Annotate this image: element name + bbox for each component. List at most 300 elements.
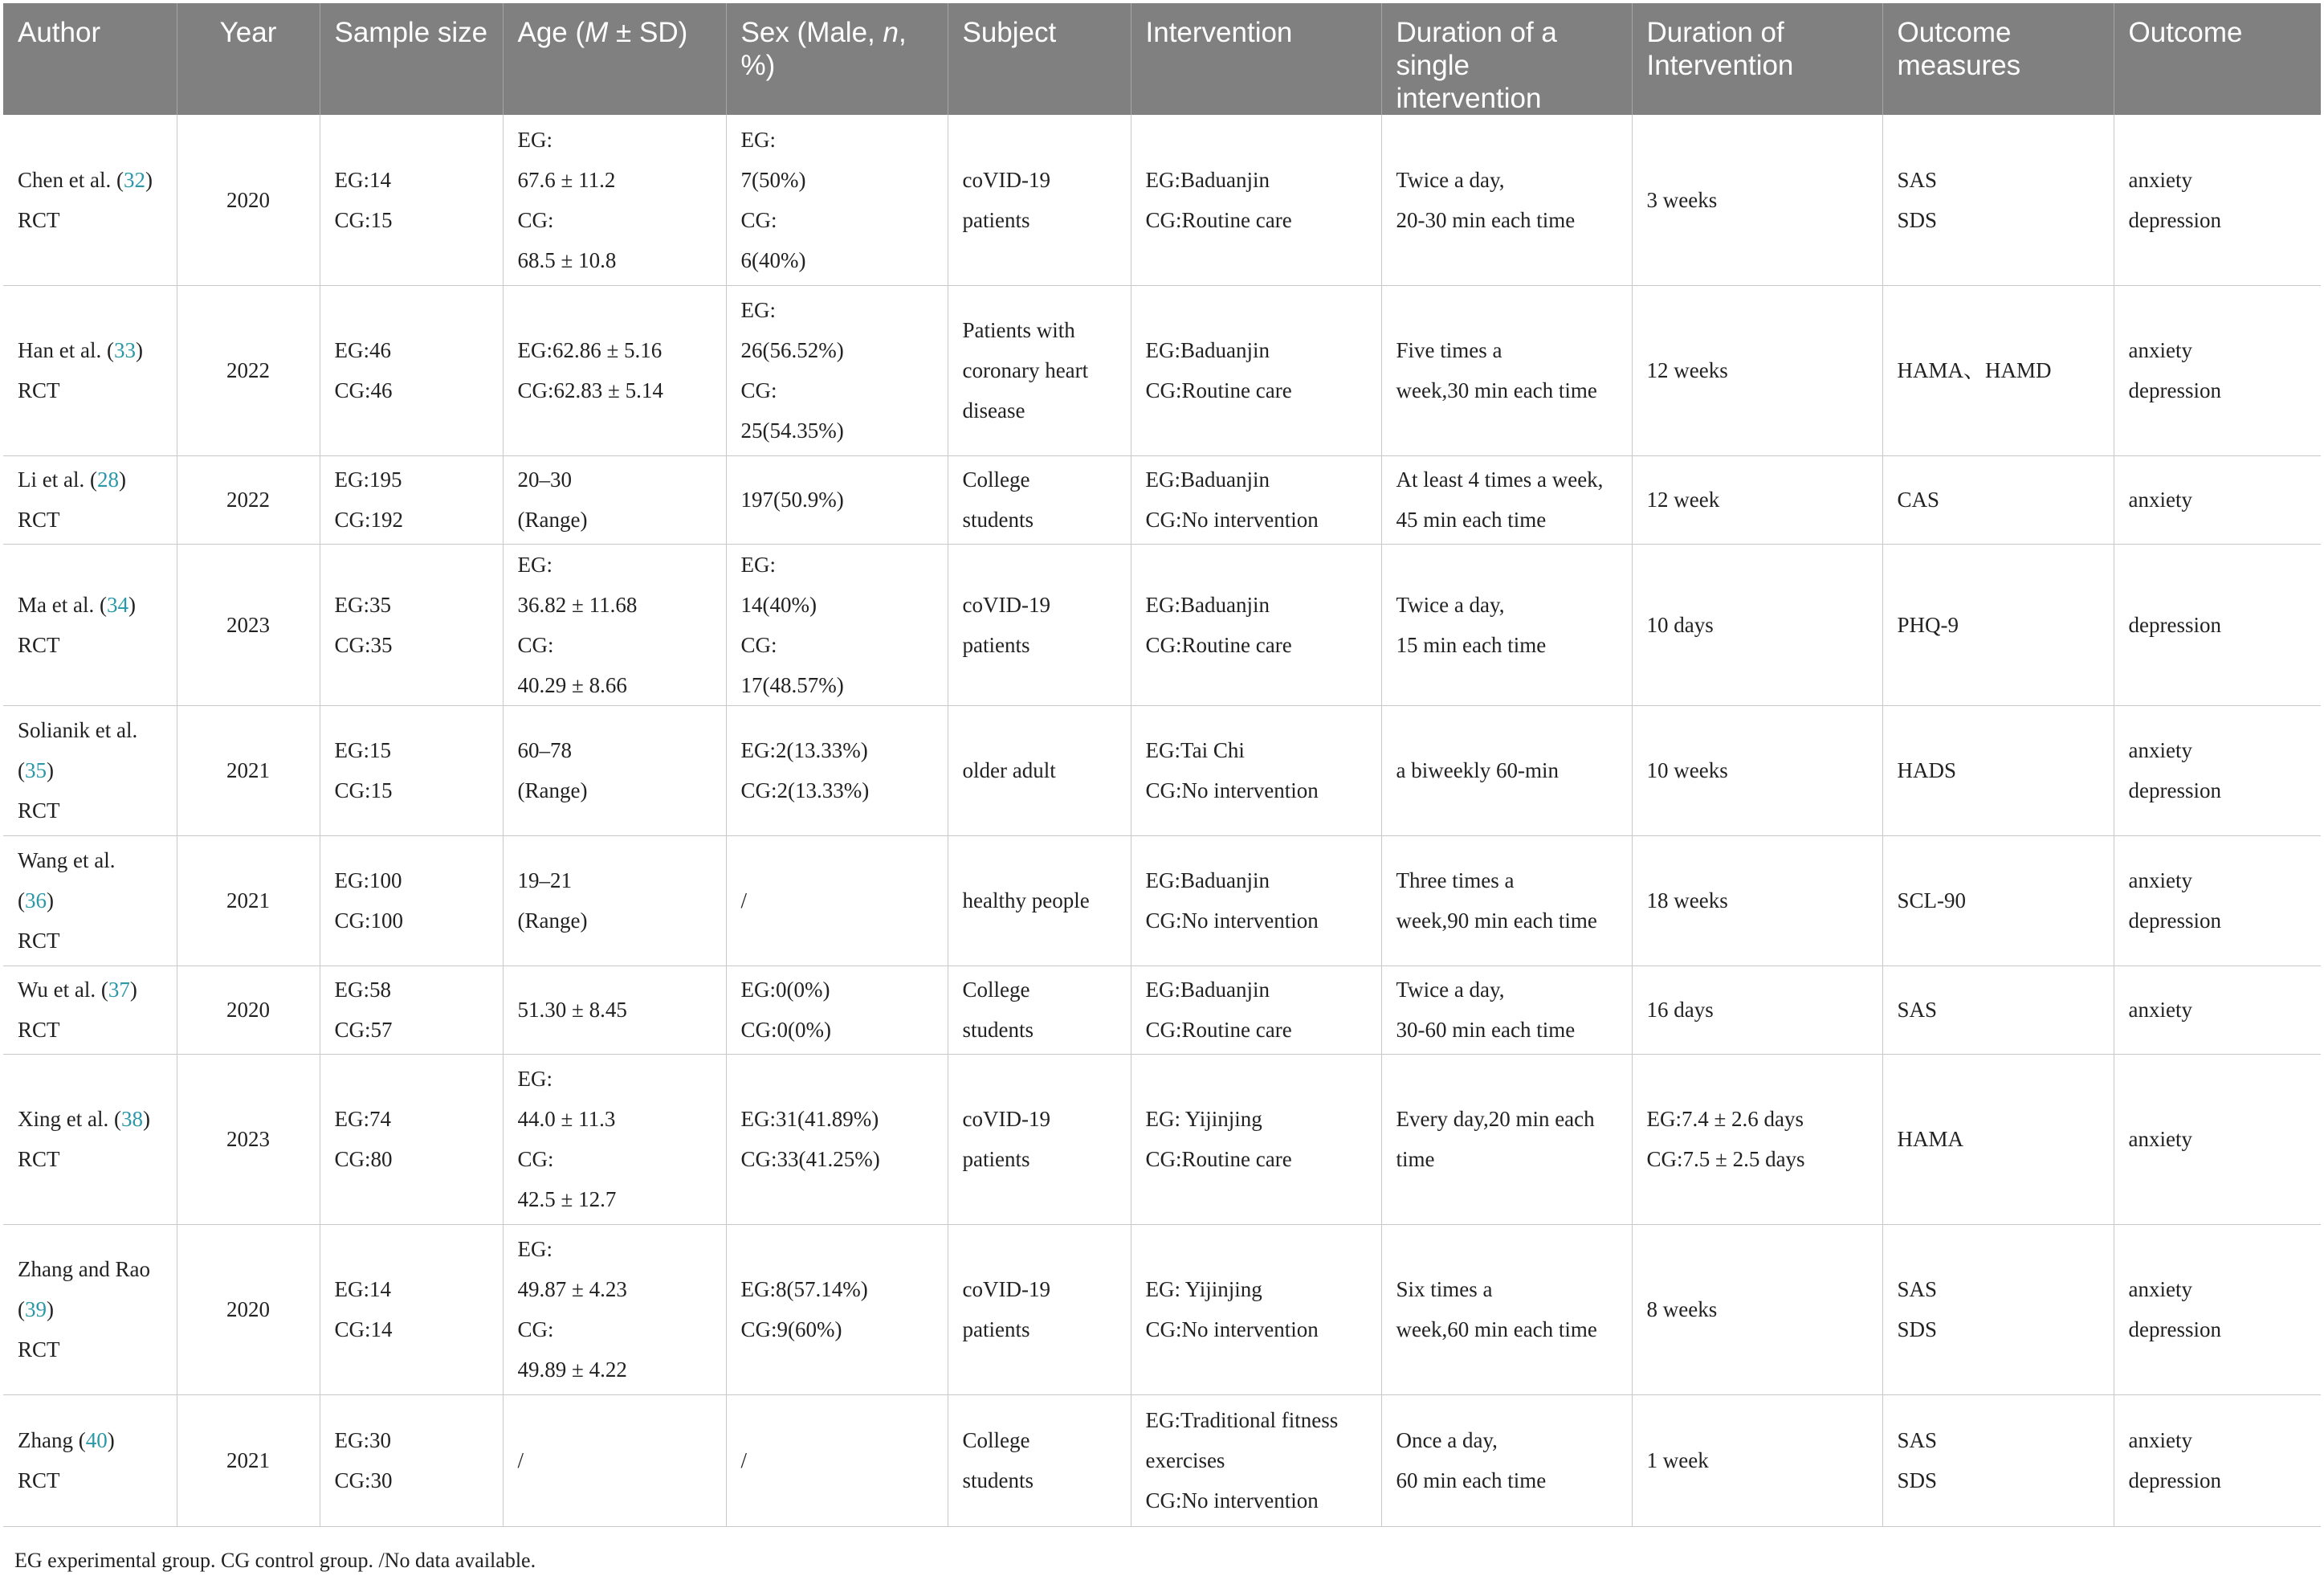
- cell-outcome-measures-line: SAS: [1897, 998, 1938, 1022]
- table-footnote: EG experimental group. CG control group. /No data available.: [14, 1549, 536, 1572]
- cell-duration-single-line: time: [1396, 1147, 1435, 1171]
- cell-duration-intervention: [1632, 705, 1882, 835]
- cell-subject: [948, 705, 1131, 835]
- cell-duration-single: [1381, 455, 1632, 544]
- header-row: [3, 3, 2321, 115]
- cell-age: [503, 285, 726, 455]
- author-citation: [18, 160, 162, 200]
- study-design: RCT: [18, 929, 60, 953]
- cell-duration-single: [1381, 1394, 1632, 1526]
- cell-sex: [726, 1224, 948, 1394]
- cell-outcome-measures: [1882, 1054, 2114, 1224]
- cell-sex-line: EG:8(57.14%): [740, 1277, 868, 1301]
- cell-sample-size: [320, 1394, 503, 1526]
- header-age-m: M: [585, 17, 609, 48]
- reference-link: 38: [120, 1107, 143, 1131]
- cell-sample-size: [320, 115, 503, 285]
- cell-outcome-line: anxiety: [2128, 488, 2192, 512]
- cell-duration-intervention-line: 12 week: [1646, 488, 1720, 512]
- cell-sex-line: EG:2(13.33%): [740, 738, 868, 762]
- cell-outcome: [2114, 544, 2321, 705]
- reference-close-paren: ): [128, 592, 136, 617]
- cell-outcome-measures-line: HADS: [1897, 758, 1957, 782]
- cell-outcome: [2114, 285, 2321, 455]
- cell-subject: [948, 455, 1131, 544]
- cell-outcome-line: depression: [2128, 378, 2221, 402]
- cell-duration-intervention-line: 8 weeks: [1646, 1297, 1718, 1321]
- cell-outcome-measures: [1882, 1224, 2114, 1394]
- table-header: [3, 3, 2321, 115]
- header-sex-suffix: , %): [740, 17, 907, 81]
- cell-sample-size: [320, 705, 503, 835]
- cell-sex-line: /: [740, 888, 748, 912]
- cell-outcome-line: depression: [2128, 1468, 2221, 1492]
- header-age-prefix: Age (: [517, 17, 585, 48]
- cell-sample-size: [320, 1054, 503, 1224]
- author-name: Xing et al. (: [18, 1107, 121, 1131]
- cell-outcome-line: anxiety: [2128, 998, 2192, 1022]
- cell-intervention-line: EG: Yijinjing: [1145, 1277, 1262, 1301]
- cell-age-line: /: [517, 1448, 524, 1472]
- cell-subject-line: older adult: [962, 758, 1056, 782]
- cell-intervention-line: CG:No intervention: [1145, 1317, 1319, 1341]
- cell-year: 2022: [177, 285, 320, 455]
- author-citation: [18, 1420, 162, 1460]
- cell-outcome: [2114, 1394, 2321, 1526]
- cell-sample-size-line: CG:46: [334, 378, 393, 402]
- cell-sex-line: 7(50%): [740, 167, 806, 192]
- cell-duration-single-line: 15 min each time: [1396, 632, 1547, 657]
- cell-subject: [948, 115, 1131, 285]
- study-design: RCT: [18, 1018, 60, 1042]
- cell-duration-single: [1381, 285, 1632, 455]
- cell-sample-size-line: EG:14: [334, 1277, 391, 1301]
- cell-outcome-measures: [1882, 285, 2114, 455]
- cell-sample-size-line: EG:46: [334, 338, 391, 362]
- cell-duration-intervention: [1632, 835, 1882, 966]
- header-sample-size: Sample size: [320, 3, 503, 115]
- cell-age-line: EG:: [517, 1237, 552, 1261]
- cell-duration-single-line: Once a day,: [1396, 1428, 1498, 1452]
- author-citation: [18, 330, 162, 370]
- cell-intervention: [1131, 544, 1381, 705]
- cell-year: 2020: [177, 115, 320, 285]
- cell-subject: [948, 285, 1131, 455]
- study-design: RCT: [18, 1147, 60, 1171]
- cell-sex-line: EG:: [740, 552, 776, 577]
- header-year: Year: [177, 3, 320, 115]
- cell-sex-line: EG:: [740, 127, 776, 152]
- cell-age-line: 42.5 ± 12.7: [517, 1187, 617, 1211]
- cell-duration-single: [1381, 544, 1632, 705]
- cell-sample-size-line: CG:14: [334, 1317, 393, 1341]
- cell-duration-single: [1381, 835, 1632, 966]
- cell-outcome-measures: [1882, 835, 2114, 966]
- cell-age-line: EG:: [517, 1067, 552, 1091]
- cell-duration-intervention: [1632, 1054, 1882, 1224]
- cell-sex-line: /: [740, 1448, 748, 1472]
- cell-duration-intervention: [1632, 115, 1882, 285]
- cell-outcome-line: anxiety: [2128, 338, 2192, 362]
- cell-author: [3, 115, 177, 285]
- cell-year: 2020: [177, 966, 320, 1054]
- table-row: [3, 1224, 2321, 1394]
- cell-outcome-line: anxiety: [2128, 1277, 2192, 1301]
- cell-duration-single-line: Every day,20 min each: [1396, 1107, 1595, 1131]
- cell-sample-size: [320, 285, 503, 455]
- cell-sample-size-line: EG:14: [334, 167, 391, 192]
- cell-subject: [948, 1054, 1131, 1224]
- cell-outcome-measures-line: CAS: [1897, 488, 1940, 512]
- cell-intervention-line: exercises: [1145, 1448, 1225, 1472]
- cell-age: [503, 1224, 726, 1394]
- cell-subject-line: patients: [962, 207, 1030, 232]
- header-age: [503, 3, 726, 115]
- cell-outcome: [2114, 1224, 2321, 1394]
- cell-intervention: [1131, 705, 1381, 835]
- cell-sex: [726, 1054, 948, 1224]
- cell-outcome-measures-line: PHQ-9: [1897, 612, 1959, 637]
- cell-outcome-measures: [1882, 1394, 2114, 1526]
- cell-sample-size-line: CG:80: [334, 1147, 393, 1171]
- cell-duration-intervention-line: 1 week: [1646, 1448, 1709, 1472]
- table-row: [3, 285, 2321, 455]
- cell-outcome-line: depression: [2128, 207, 2221, 232]
- cell-age-line: 20–30: [517, 467, 572, 492]
- cell-age-line: EG:: [517, 127, 552, 152]
- cell-outcome-line: depression: [2128, 778, 2221, 802]
- cell-age-line: 36.82 ± 11.68: [517, 592, 638, 617]
- cell-intervention: [1131, 966, 1381, 1054]
- cell-intervention: [1131, 1394, 1381, 1526]
- cell-outcome: [2114, 835, 2321, 966]
- table-row: [3, 455, 2321, 544]
- cell-sex-line: 17(48.57%): [740, 672, 844, 697]
- cell-subject-line: Patients with: [962, 318, 1075, 342]
- cell-duration-intervention-line: 10 days: [1646, 612, 1714, 637]
- cell-sample-size-line: CG:192: [334, 508, 404, 532]
- cell-sample-size: [320, 835, 503, 966]
- cell-sex-line: 6(40%): [740, 247, 806, 272]
- author-name: Han et al. (: [18, 338, 114, 362]
- cell-outcome-measures-line: SCL-90: [1897, 888, 1967, 912]
- cell-age-line: 49.89 ± 4.22: [517, 1357, 627, 1382]
- cell-intervention-line: CG:No intervention: [1145, 908, 1319, 933]
- reference-open-paren: (: [18, 888, 25, 912]
- cell-sex-line: CG:: [740, 378, 777, 402]
- cell-duration-single: [1381, 115, 1632, 285]
- cell-sex: [726, 455, 948, 544]
- study-design: RCT: [18, 508, 60, 532]
- cell-outcome-line: anxiety: [2128, 1428, 2192, 1452]
- author-reference: [18, 1289, 162, 1329]
- reference-close-paren: ): [118, 467, 126, 492]
- cell-outcome-measures-line: SAS: [1897, 1277, 1938, 1301]
- cell-outcome-measures-line: HAMA、HAMD: [1897, 358, 2052, 382]
- author-name: Zhang (: [18, 1428, 86, 1452]
- cell-duration-intervention: [1632, 1224, 1882, 1394]
- reference-close-paren: ): [47, 758, 54, 782]
- cell-intervention: [1131, 1224, 1381, 1394]
- cell-author: [3, 455, 177, 544]
- cell-age: [503, 705, 726, 835]
- cell-outcome-line: anxiety: [2128, 167, 2192, 192]
- cell-duration-intervention: [1632, 455, 1882, 544]
- cell-outcome-measures: [1882, 455, 2114, 544]
- author-reference: [18, 880, 162, 921]
- study-characteristics-table: [3, 3, 2321, 1527]
- reference-link: 33: [113, 338, 136, 362]
- author-name: Solianik et al.: [18, 718, 138, 742]
- cell-subject-line: coVID-19: [962, 1277, 1050, 1301]
- cell-intervention-line: CG:Routine care: [1145, 1147, 1292, 1171]
- cell-subject-line: patients: [962, 632, 1030, 657]
- cell-sample-size-line: CG:57: [334, 1018, 393, 1042]
- reference-link: 37: [108, 978, 130, 1002]
- cell-outcome-line: depression: [2128, 908, 2221, 933]
- cell-outcome: [2114, 705, 2321, 835]
- cell-sample-size: [320, 544, 503, 705]
- cell-age-line: EG:62.86 ± 5.16: [517, 338, 663, 362]
- cell-subject-line: coVID-19: [962, 592, 1050, 617]
- cell-duration-single: [1381, 705, 1632, 835]
- reference-close-paren: ): [107, 1428, 115, 1452]
- reference-link: 32: [123, 167, 145, 192]
- cell-age-line: (Range): [517, 908, 588, 933]
- header-outcome-measures: Outcome measures: [1882, 3, 2114, 115]
- cell-outcome-measures-line: SAS: [1897, 1428, 1938, 1452]
- cell-author: [3, 966, 177, 1054]
- cell-age-line: 68.5 ± 10.8: [517, 247, 617, 272]
- table-row: [3, 966, 2321, 1054]
- cell-subject-line: students: [962, 1468, 1034, 1492]
- cell-duration-single: [1381, 1224, 1632, 1394]
- cell-duration-intervention-line: 3 weeks: [1646, 187, 1718, 212]
- cell-sample-size: [320, 966, 503, 1054]
- cell-sex: [726, 705, 948, 835]
- cell-subject-line: College: [962, 1428, 1030, 1452]
- cell-year: 2023: [177, 1054, 320, 1224]
- cell-duration-intervention-line: CG:7.5 ± 2.5 days: [1646, 1147, 1805, 1171]
- cell-duration-intervention: [1632, 1394, 1882, 1526]
- cell-subject-line: patients: [962, 1147, 1030, 1171]
- cell-sample-size-line: EG:74: [334, 1107, 391, 1131]
- cell-intervention: [1131, 285, 1381, 455]
- cell-subject-line: students: [962, 508, 1034, 532]
- cell-intervention-line: CG:No intervention: [1145, 1488, 1319, 1513]
- cell-outcome-line: anxiety: [2128, 868, 2192, 892]
- cell-outcome-line: depression: [2128, 612, 2221, 637]
- cell-sex-line: 14(40%): [740, 592, 817, 617]
- author-citation: [18, 459, 162, 500]
- cell-sample-size-line: EG:195: [334, 467, 402, 492]
- cell-intervention-line: EG:Baduanjin: [1145, 467, 1270, 492]
- cell-intervention-line: CG:Routine care: [1145, 632, 1292, 657]
- cell-outcome-measures-line: SAS: [1897, 167, 1938, 192]
- cell-duration-single: [1381, 1054, 1632, 1224]
- cell-outcome-measures: [1882, 115, 2114, 285]
- reference-open-paren: (: [18, 1297, 25, 1321]
- author-citation: [18, 585, 162, 625]
- cell-subject: [948, 835, 1131, 966]
- cell-age-line: 40.29 ± 8.66: [517, 672, 627, 697]
- cell-age-line: 60–78: [517, 738, 572, 762]
- cell-sex-line: CG:33(41.25%): [740, 1147, 880, 1171]
- reference-close-paren: ): [145, 167, 153, 192]
- cell-intervention: [1131, 1054, 1381, 1224]
- cell-age-line: (Range): [517, 508, 588, 532]
- cell-outcome-measures: [1882, 544, 2114, 705]
- cell-subject-line: coVID-19: [962, 167, 1050, 192]
- cell-intervention-line: EG:Tai Chi: [1145, 738, 1245, 762]
- author-name: Li et al. (: [18, 467, 97, 492]
- cell-intervention-line: EG:Baduanjin: [1145, 167, 1270, 192]
- study-design: RCT: [18, 378, 60, 402]
- cell-outcome-line: anxiety: [2128, 1127, 2192, 1151]
- cell-sample-size: [320, 1224, 503, 1394]
- cell-sample-size-line: EG:30: [334, 1428, 391, 1452]
- cell-year: 2021: [177, 835, 320, 966]
- cell-year: 2023: [177, 544, 320, 705]
- cell-sex-line: EG:31(41.89%): [740, 1107, 879, 1131]
- cell-author: [3, 544, 177, 705]
- study-design: RCT: [18, 798, 60, 823]
- cell-outcome-measures-line: HAMA: [1897, 1127, 1964, 1151]
- cell-sex-line: CG:0(0%): [740, 1018, 831, 1042]
- cell-intervention: [1131, 455, 1381, 544]
- cell-sex: [726, 285, 948, 455]
- cell-duration-single-line: Twice a day,: [1396, 592, 1505, 617]
- cell-subject-line: College: [962, 467, 1030, 492]
- author-name: Chen et al. (: [18, 167, 124, 192]
- author-name: Wang et al.: [18, 848, 116, 872]
- study-design: RCT: [18, 1468, 60, 1492]
- cell-age: [503, 835, 726, 966]
- cell-year: 2021: [177, 705, 320, 835]
- reference-open-paren: (: [18, 758, 25, 782]
- reference-close-paren: ): [129, 978, 137, 1002]
- cell-duration-single-line: 60 min each time: [1396, 1468, 1547, 1492]
- table-row: [3, 115, 2321, 285]
- header-sex-n: n: [883, 17, 899, 48]
- author-citation: [18, 710, 162, 750]
- cell-age-line: CG:: [517, 632, 554, 657]
- table-row: [3, 544, 2321, 705]
- cell-age: [503, 966, 726, 1054]
- cell-duration-intervention-line: 16 days: [1646, 998, 1714, 1022]
- cell-outcome-measures: [1882, 705, 2114, 835]
- cell-duration-single-line: At least 4 times a week,: [1396, 467, 1604, 492]
- cell-outcome-measures: [1882, 966, 2114, 1054]
- cell-intervention-line: EG:Baduanjin: [1145, 978, 1270, 1002]
- cell-subject-line: coVID-19: [962, 1107, 1050, 1131]
- cell-duration-intervention-line: EG:7.4 ± 2.6 days: [1646, 1107, 1804, 1131]
- cell-intervention-line: EG:Baduanjin: [1145, 592, 1270, 617]
- cell-subject-line: patients: [962, 1317, 1030, 1341]
- study-characteristics-table-wrapper: [3, 3, 2321, 1527]
- cell-duration-intervention: [1632, 285, 1882, 455]
- table-body: [3, 115, 2321, 1526]
- cell-duration-intervention-line: 10 weeks: [1646, 758, 1728, 782]
- cell-sex: [726, 1394, 948, 1526]
- cell-duration-intervention-line: 12 weeks: [1646, 358, 1728, 382]
- author-citation: [18, 840, 162, 880]
- cell-intervention-line: EG: Yijinjing: [1145, 1107, 1262, 1131]
- cell-sample-size: [320, 455, 503, 544]
- author-citation: [18, 1249, 162, 1289]
- cell-duration-single-line: Twice a day,: [1396, 167, 1505, 192]
- table-row: [3, 705, 2321, 835]
- reference-link: 35: [25, 758, 47, 782]
- cell-duration-single-line: Six times a: [1396, 1277, 1493, 1301]
- cell-sex-line: CG:9(60%): [740, 1317, 842, 1341]
- cell-duration-single-line: 20-30 min each time: [1396, 207, 1576, 232]
- cell-sample-size-line: EG:58: [334, 978, 391, 1002]
- reference-link: 36: [25, 888, 47, 912]
- header-age-suffix: ± SD): [608, 17, 688, 48]
- cell-age-line: 51.30 ± 8.45: [517, 998, 627, 1022]
- reference-link: 28: [96, 467, 119, 492]
- cell-intervention-line: CG:No intervention: [1145, 508, 1319, 532]
- cell-age-line: CG:: [517, 207, 554, 232]
- cell-sex: [726, 115, 948, 285]
- reference-link: 39: [25, 1297, 47, 1321]
- reference-close-paren: ): [47, 1297, 54, 1321]
- author-name: Zhang and Rao: [18, 1257, 150, 1281]
- cell-sex: [726, 544, 948, 705]
- cell-age-line: EG:: [517, 552, 552, 577]
- cell-duration-single-line: Five times a: [1396, 338, 1502, 362]
- header-author: Author: [3, 3, 177, 115]
- cell-sex: [726, 835, 948, 966]
- cell-duration-single: [1381, 966, 1632, 1054]
- cell-subject-line: healthy people: [962, 888, 1090, 912]
- cell-intervention-line: EG:Traditional fitness: [1145, 1408, 1339, 1432]
- cell-subject: [948, 966, 1131, 1054]
- cell-sex-line: EG:0(0%): [740, 978, 830, 1002]
- header-intervention: Intervention: [1131, 3, 1381, 115]
- cell-duration-intervention: [1632, 544, 1882, 705]
- cell-age-line: CG:62.83 ± 5.14: [517, 378, 663, 402]
- cell-age-line: 67.6 ± 11.2: [517, 167, 616, 192]
- cell-subject-line: College: [962, 978, 1030, 1002]
- cell-age-line: CG:: [517, 1147, 554, 1171]
- cell-duration-single-line: 30-60 min each time: [1396, 1018, 1576, 1042]
- author-name: Wu et al. (: [18, 978, 108, 1002]
- study-design: RCT: [18, 632, 60, 657]
- table-row: [3, 835, 2321, 966]
- cell-subject-line: coronary heart: [962, 358, 1089, 382]
- cell-year: 2020: [177, 1224, 320, 1394]
- cell-outcome-measures-line: SDS: [1897, 1317, 1938, 1341]
- cell-intervention-line: CG:No intervention: [1145, 778, 1319, 802]
- header-subject: Subject: [948, 3, 1131, 115]
- cell-year: 2022: [177, 455, 320, 544]
- cell-age-line: (Range): [517, 778, 588, 802]
- cell-sex-line: EG:: [740, 298, 776, 322]
- cell-duration-single-line: week,90 min each time: [1396, 908, 1597, 933]
- cell-sex-line: 26(56.52%): [740, 338, 844, 362]
- cell-age-line: CG:: [517, 1317, 554, 1341]
- cell-age: [503, 1394, 726, 1526]
- cell-subject-line: disease: [962, 398, 1025, 423]
- cell-sex-line: CG:2(13.33%): [740, 778, 870, 802]
- cell-age-line: 19–21: [517, 868, 572, 892]
- cell-sample-size-line: CG:100: [334, 908, 404, 933]
- cell-sex-line: CG:: [740, 207, 777, 232]
- cell-subject: [948, 544, 1131, 705]
- cell-outcome-measures-line: SDS: [1897, 1468, 1938, 1492]
